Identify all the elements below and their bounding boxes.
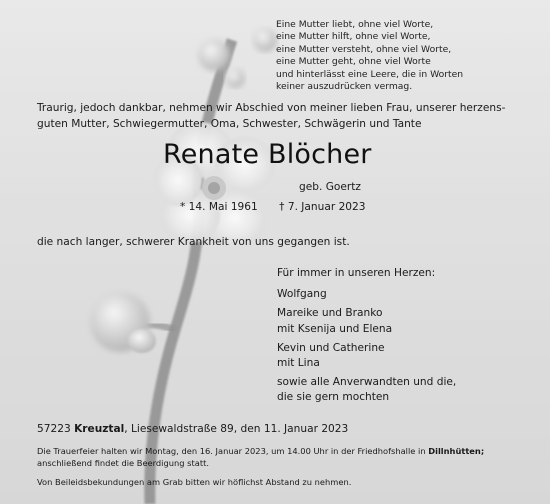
notice-date: 11. Januar 2023: [263, 423, 349, 435]
poem-line: eine Mutter geht, ohne viel Worte: [276, 56, 431, 68]
mourner-line: mit Ksenija und Elena: [277, 322, 393, 335]
death-date: † 7. Januar 2023: [279, 201, 366, 213]
mourner-group: [277, 287, 537, 302]
intro-line: Traurig, jedoch dankbar, nehmen wir Abschied von meiner lieben Frau, unserer herzens-: [37, 102, 506, 114]
place-date-line: [37, 423, 348, 435]
poem: [276, 19, 466, 93]
birth-name: geb. Goertz: [299, 181, 361, 193]
poem-line: Eine Mutter liebt, ohne viel Worte,: [276, 19, 434, 30]
deceased-name: Renate Blöcher: [163, 139, 372, 170]
town: Kreuztal: [74, 423, 125, 435]
death-statement: die nach langer, schwerer Krankheit von uns gegangen ist.: [37, 236, 350, 248]
poem-line: eine Mutter hilft, ohne viel Worte,: [276, 31, 431, 43]
address: , Liesewaldstraße 89, den: [124, 423, 261, 435]
mourner-line: Mareike und Branko: [277, 307, 383, 320]
service-place: Dillnhütten;: [428, 446, 485, 456]
mourner-line: mit Lina: [277, 357, 320, 370]
intro-text: [37, 101, 537, 132]
service-line: anschließend findet die Beerdigung statt.: [37, 457, 209, 468]
mourner-line: die sie gern mochten: [277, 391, 390, 404]
birth-date: * 14. Mai 1961: [180, 201, 258, 213]
mourner-line: sowie alle Anverwandten und die,: [277, 376, 457, 389]
mourners-heading: Für immer in unseren Herzen:: [277, 267, 436, 279]
mourner-line: Kevin und Catherine: [277, 341, 385, 354]
poem-line: eine Mutter versteht, ohne viel Worte,: [276, 43, 452, 55]
service-info: [37, 446, 537, 469]
mourners-list: [277, 266, 537, 410]
mourner-line: Wolfgang: [277, 288, 327, 301]
intro-line: guten Mutter, Schwiegermutter, Oma, Schwester, Schwägerin und Tante: [37, 117, 422, 130]
postcode: 57223: [37, 423, 71, 435]
service-line: [37, 446, 537, 458]
mourner-group: [277, 375, 537, 405]
mourner-group: [277, 341, 537, 371]
poem-line: keiner auszudrücken vermag.: [276, 81, 413, 93]
condolence-note: Von Beileidsbekundungen am Grab bitten wir höflichst Abstand zu nehmen.: [37, 477, 352, 487]
mourner-group: [277, 306, 537, 336]
service-text: Die Trauerfeier halten wir Montag, den 16. Januar 2023, um 14.00 Uhr in der Friedhofshalle in: [37, 446, 426, 456]
poem-line: und hinterlässt eine Leere, die in Worten: [276, 68, 464, 80]
life-dates: [180, 201, 384, 213]
